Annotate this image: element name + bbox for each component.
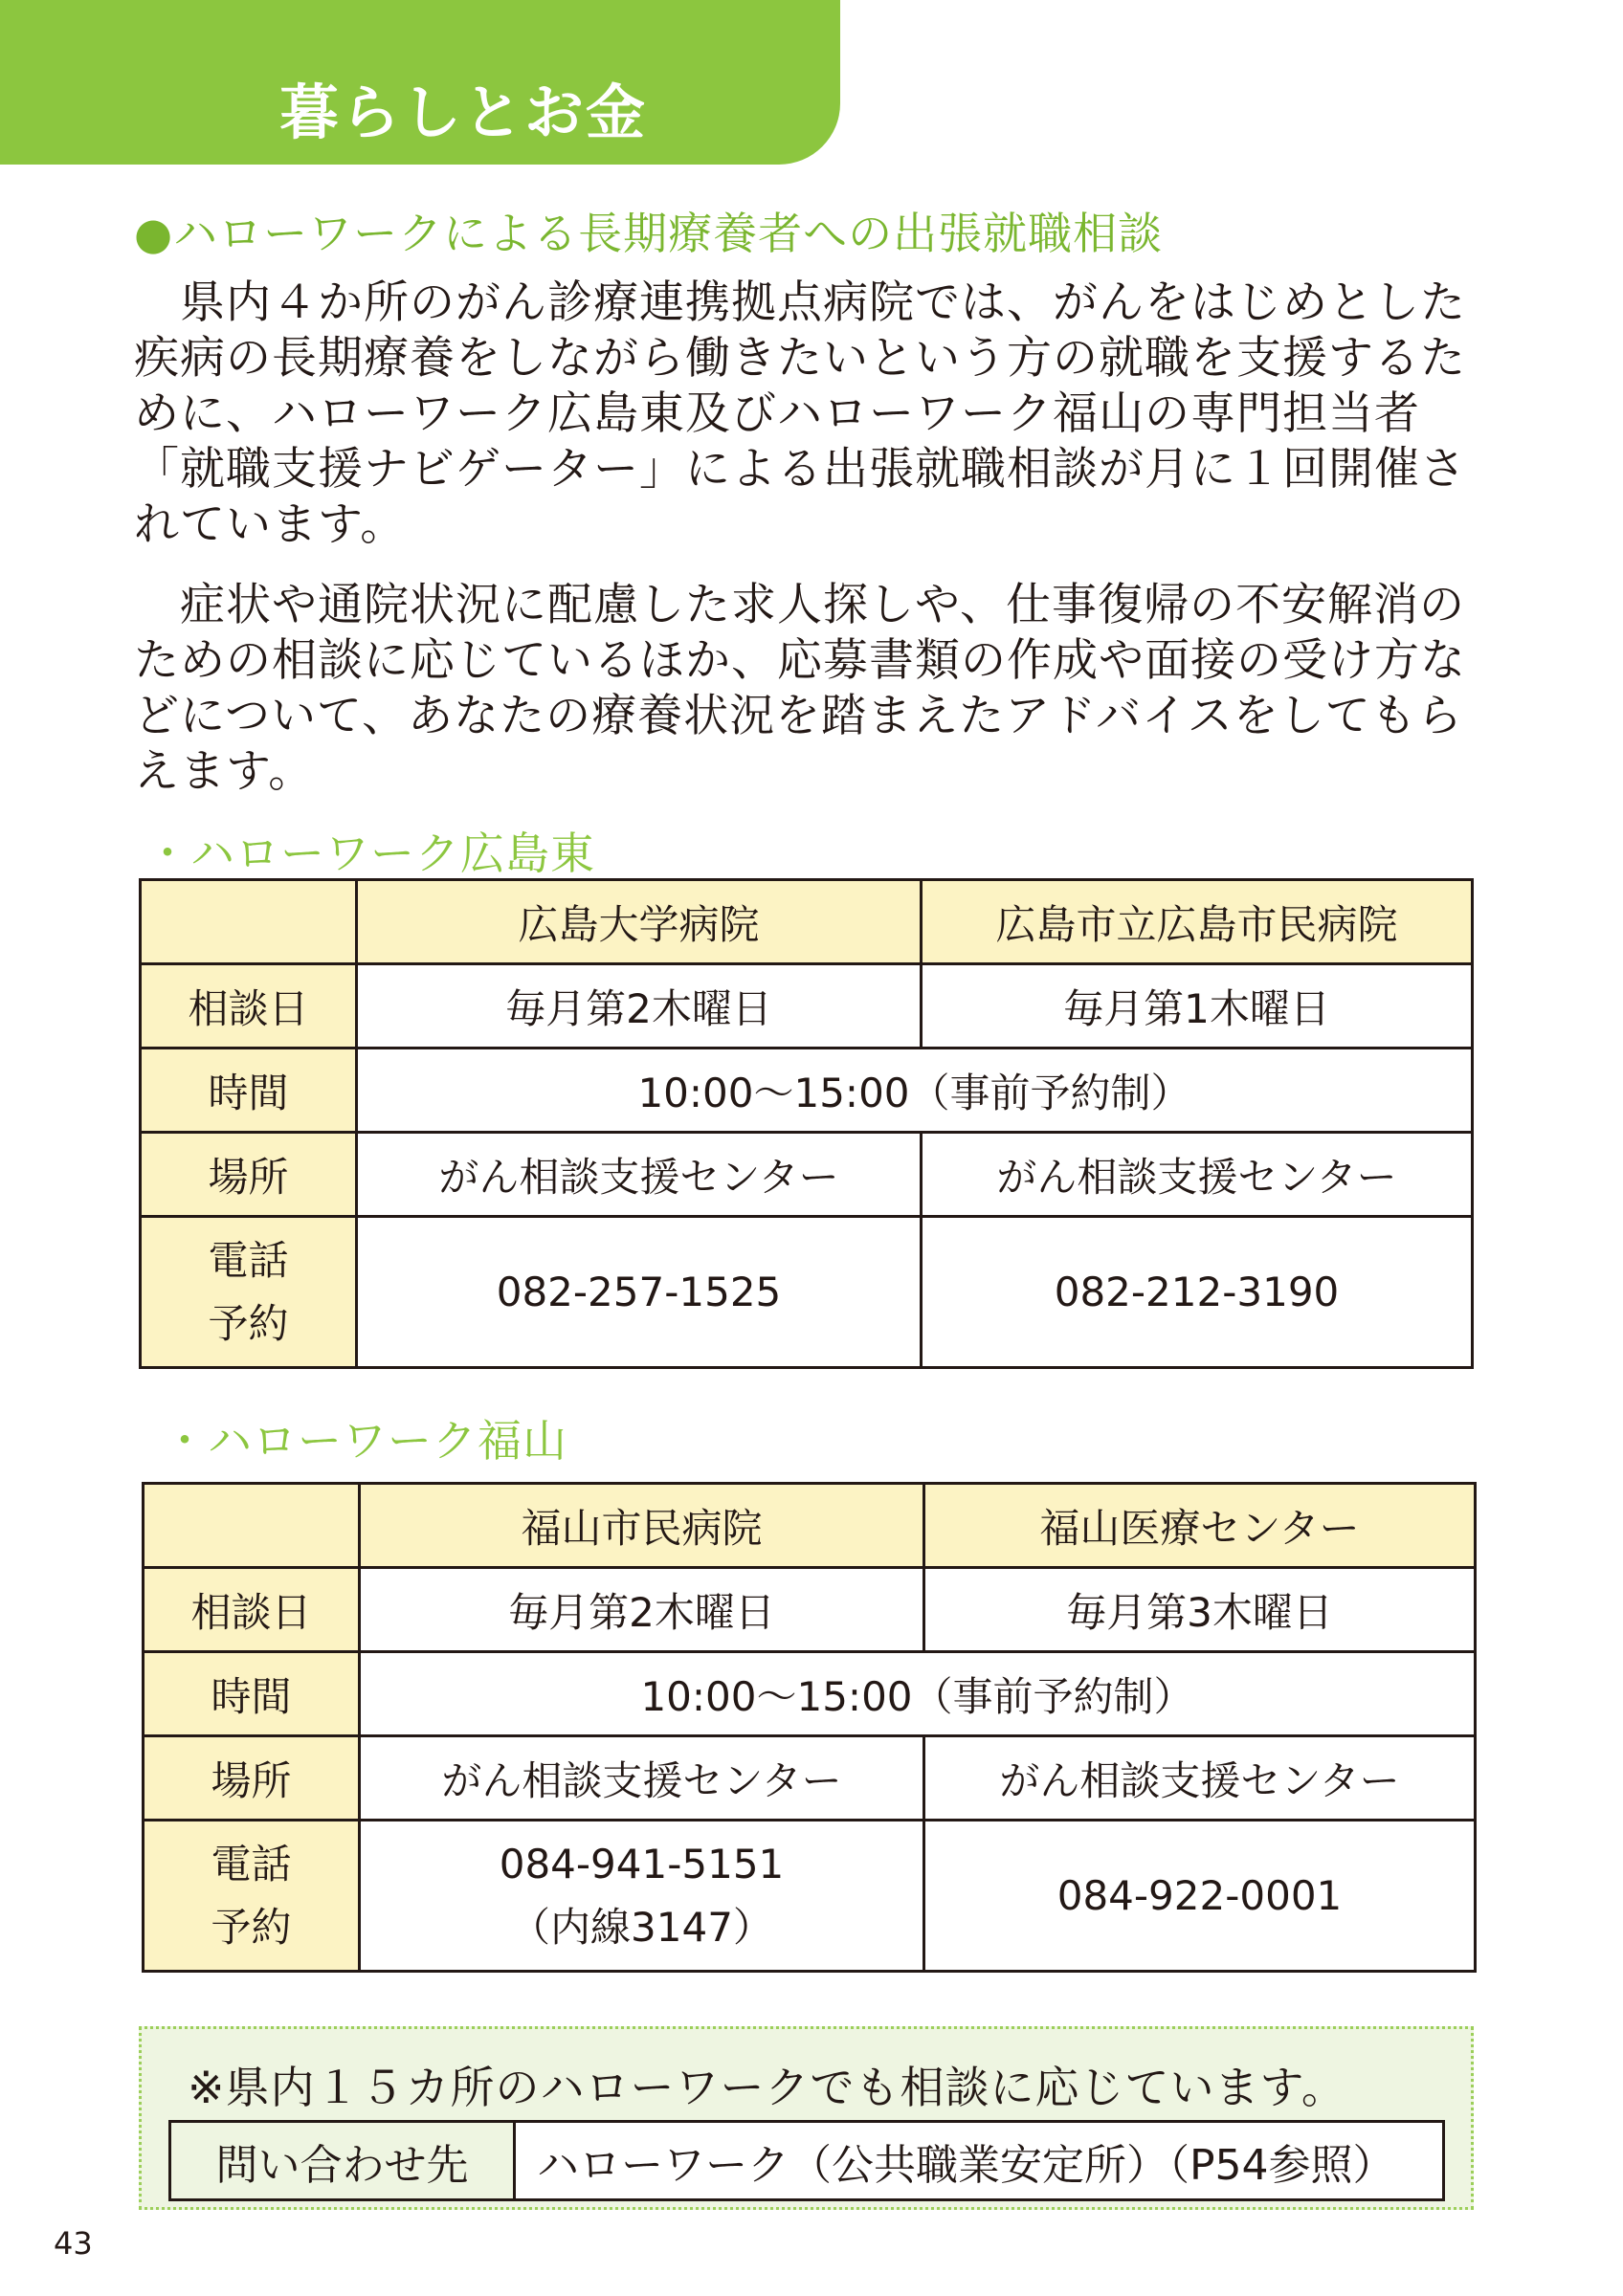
phone-number-with-extension	[360, 1821, 924, 1972]
corner-cell	[144, 1484, 360, 1568]
phone-number: 084-941-5151	[499, 1840, 785, 1888]
paragraph-text: 症状や通院状況に配慮した求人探しや、仕事復帰の不安解消のための相談に応じているほか、応募書類の作成や面接の受け方などについて、あなたの療養状況を踏まえたアドバイスをしてもらえます。	[134, 579, 1466, 798]
row-label-phone	[144, 1821, 360, 1972]
label-line: 電話	[211, 1840, 292, 1888]
consult-date: 毎月第2木曜日	[360, 1568, 924, 1652]
note-text: ※県内１５カ所のハローワークでも相談に応じています。	[188, 2062, 1346, 2113]
label-line: 予約	[208, 1299, 289, 1347]
consult-place: がん相談支援センター	[922, 1133, 1473, 1217]
consult-date: 毎月第2木曜日	[357, 964, 922, 1049]
contact-table	[168, 2120, 1445, 2201]
hospital-name: 広島大学病院	[357, 880, 922, 964]
row-label-place: 場所	[141, 1133, 357, 1217]
hospital-name: 広島市立広島市民病院	[922, 880, 1473, 964]
hospital-name: 福山市民病院	[360, 1484, 924, 1568]
row-label-date: 相談日	[144, 1568, 360, 1652]
consult-date: 毎月第3木曜日	[924, 1568, 1476, 1652]
row-label-place: 場所	[144, 1736, 360, 1821]
consult-time: 10:00～15:00（事前予約制）	[360, 1652, 1476, 1736]
category-title: 暮らしとお金	[279, 77, 648, 147]
label-line: 電話	[208, 1236, 289, 1284]
corner-cell	[141, 880, 357, 964]
office-heading-fukuyama: ・ハローワーク福山	[163, 1415, 567, 1467]
detail-paragraph	[134, 578, 1493, 800]
schedule-table-hiroshima-east	[139, 878, 1474, 1369]
contact-value: ハローワーク（公共職業安定所）（P54参照）	[515, 2122, 1444, 2200]
row-label-date: 相談日	[141, 964, 357, 1049]
hospital-name: 福山医療センター	[924, 1484, 1476, 1568]
row-label-phone	[141, 1217, 357, 1368]
contact-label: 問い合わせ先	[170, 2122, 515, 2200]
paragraph-text: 県内４か所のがん診療連携拠点病院では、がんをはじめとした疾病の長期療養をしながら働きたいという方の就職を支援するために、ハローワーク広島東及びハローワーク福山の専門担当者「就職支援ナビゲーター」による出張就職相談が月に１回開催されています。	[134, 276, 1466, 551]
phone-number: 082-257-1525	[357, 1217, 922, 1368]
office-heading-hiroshima-east: ・ハローワーク広島東	[145, 828, 595, 879]
page-number: 43	[54, 2225, 93, 2262]
row-label-time: 時間	[141, 1049, 357, 1133]
consult-place: がん相談支援センター	[357, 1133, 922, 1217]
phone-number: 082-212-3190	[922, 1217, 1473, 1368]
phone-number: 084-922-0001	[924, 1821, 1476, 1972]
schedule-table-fukuyama	[142, 1482, 1477, 1973]
phone-extension: （内線3147）	[510, 1903, 773, 1951]
label-line: 予約	[211, 1903, 292, 1951]
consult-place: がん相談支援センター	[360, 1736, 924, 1821]
consult-place: がん相談支援センター	[924, 1736, 1476, 1821]
intro-paragraph	[134, 276, 1493, 553]
row-label-time: 時間	[144, 1652, 360, 1736]
section-heading: ●ハローワークによる長期療養者への出張就職相談	[134, 208, 1164, 259]
consult-date: 毎月第1木曜日	[922, 964, 1473, 1049]
consult-time: 10:00～15:00（事前予約制）	[357, 1049, 1473, 1133]
